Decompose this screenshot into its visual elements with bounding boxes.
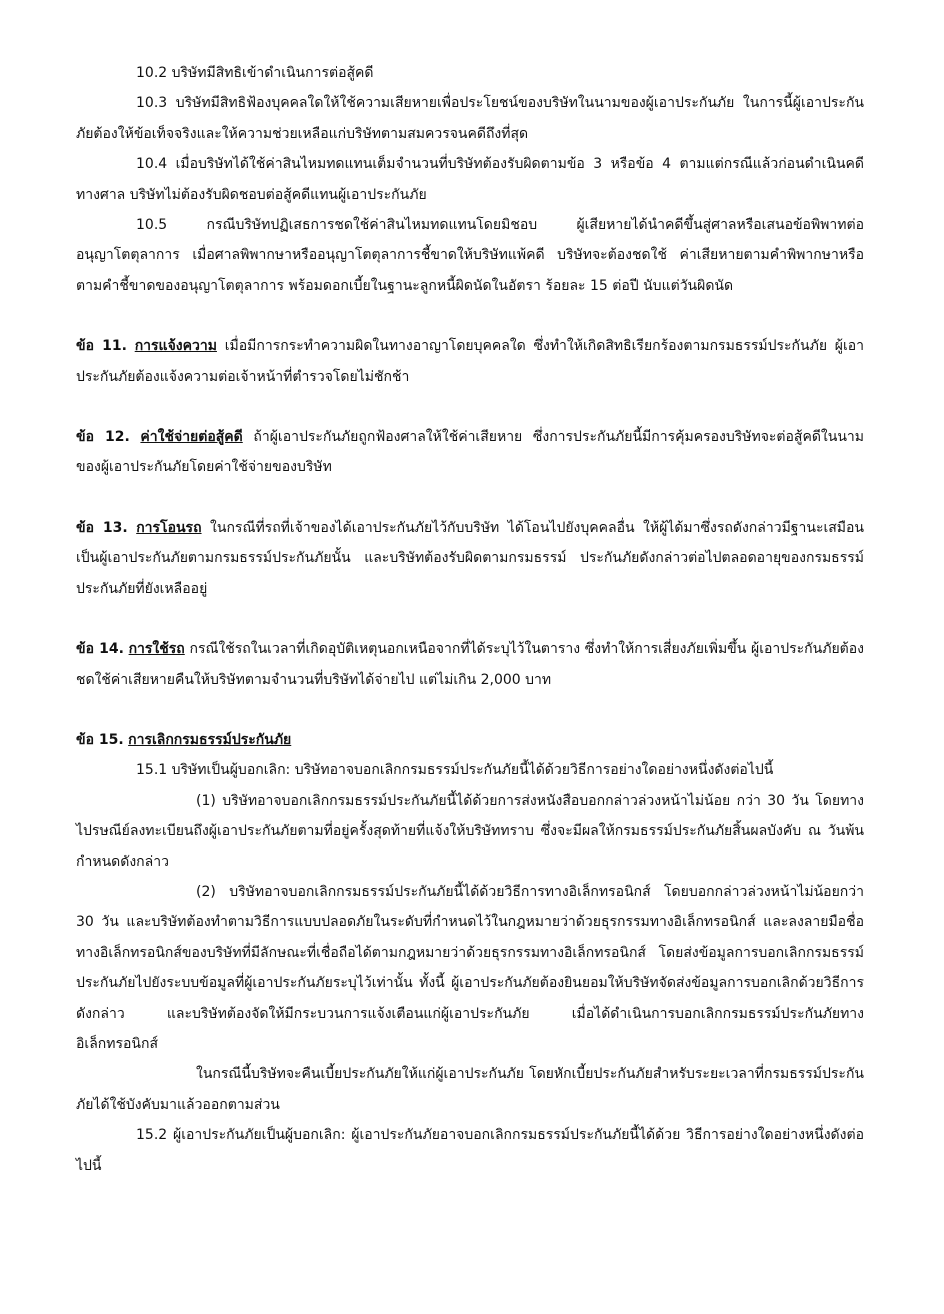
clause-14 (76, 634, 864, 695)
clause-15-number: ข้อ 15. (76, 731, 124, 748)
spacer (76, 483, 864, 513)
paragraph-15-2: 15.2 ผู้เอาประกันภัยเป็นผู้บอกเลิก: ผู้เอาประกันภัยอาจบอกเลิกกรมธรรม์ประกันภัยนี้ได้ด้วย วิธีการอย่างใดอย่างหนึ่งดังต่อไปนี้ (76, 1127, 864, 1174)
spacer (76, 392, 864, 422)
clause-11 (76, 331, 864, 392)
paragraph-15-1-refund: ในกรณีนี้บริษัทจะคืนเบี้ยประกันภัยให้แก่ผู้เอาประกันภัย โดยหักเบี้ยประกันภัยสำหรับระยะเวลาที่กรมธรรม์ประกันภัยได้ใช้บังคับมาแล้วออกตามส่วน (76, 1066, 864, 1113)
spacer (76, 695, 864, 725)
paragraph-15-1-2: (2) บริษัทอาจบอกเลิกกรมธรรม์ประกันภัยนี้ได้ด้วยวิธีการทางอิเล็กทรอนิกส์ โดยบอกกล่าวล่วงหน้าไม่น้อยกว่า 30 วัน และบริษัทต้องทำตามวิธีการแบบปลอดภัยในระดับที่กำหนดไว้ในกฎหมายว่าด้วยธุรกรรมทางอิเล็กทรอนิกส์ และลงลายมือชื่อทางอิเล็กทรอนิกส์ของบริษัทที่มีลักษณะที่เชื่อถือได้ตามกฎหมายว่าด้วยธุรกรรมทางอิเล็กทรอนิกส์ โดยส่งข้อมูลการบอกเลิกกรมธรรม์ประกันภัยไปยังระบบข้อมูลที่ผู้เอาประกันภัยระบุไว้เท่านั้น ทั้งนี้ ผู้เอาประกันภัยต้องยินยอมให้บริษัทจัดส่งข้อมูลการบอกเลิกด้วยวิธีการ ดังกล่าว และบริษัทต้องจัดให้มีกระบวนการแจ้งเตือนแก่ผู้เอาประกันภัย เมื่อได้ดำเนินการบอกเลิกกรมธรรม์ประกันภัยทางอิเล็กทรอนิกส์ (76, 883, 864, 1052)
clause-13-title: การโอนรถ (136, 519, 202, 536)
clause-12 (76, 422, 864, 483)
spacer (76, 301, 864, 331)
clause-11-title: การแจ้งความ (134, 338, 217, 355)
clause-15-heading (76, 725, 864, 755)
clause-11-text: เมื่อมีการกระทำความผิดในทางอาญาโดยบุคคลใด ซึ่งทำให้เกิดสิทธิเรียกร้องตามกรมธรรม์ประกันภัย ผู้เอาประกันภัยต้องแจ้งความต่อเจ้าหน้าที่ตำรวจโดยไม่ชักช้า (76, 338, 865, 385)
paragraph-10-2: 10.2 บริษัทมีสิทธิเข้าดำเนินการต่อสู้คดี (136, 65, 374, 81)
clause-12-text: ถ้าผู้เอาประกันภัยถูกฟ้องศาลให้ใช้ค่าเสียหาย ซึ่งการประกันภัยนี้มีการคุ้มครองบริษัทจะต่อสู้คดีในนามของผู้เอาประกันภัยโดยค่าใช้จ่ายของบริษัท (76, 429, 864, 476)
clause-13 (76, 513, 864, 604)
clause-12-title: ค่าใช้จ่ายต่อสู้คดี (140, 429, 243, 446)
paragraph-15-1: 15.1 บริษัทเป็นผู้บอกเลิก: บริษัทอาจบอกเลิกกรมธรรม์ประกันภัยนี้ได้ด้วยวิธีการอย่างใดอย่างหนึ่งดังต่อไปนี้ (136, 762, 774, 779)
paragraph-15-1-1: (1) บริษัทอาจบอกเลิกกรมธรรม์ประกันภัยนี้ได้ด้วยการส่งหนังสือบอกกล่าวล่วงหน้าไม่น้อย กว่า 30 วัน โดยทางไปรษณีย์ลงทะเบียนถึงผู้เอาประกันภัยตามที่อยู่ครั้งสุดท้ายที่แจ้งให้บริษัททราบ ซึ่งจะมีผลให้กรมธรรม์ประกันภัยสิ้นผลบังคับ ณ วันพ้นกำหนดดังกล่าว (76, 792, 864, 870)
paragraph-10-3: 10.3 บริษัทมีสิทธิฟ้องบุคคลใดให้ใช้ความเสียหายเพื่อประโยชน์ของบริษัทในนามของผู้เอาประกันภัย ในการนี้ผู้เอาประกันภัยต้องให้ข้อเท็จจริงและให้ความช่วยเหลือแก่บริษัทตามสมควรจนคดีถึงที่สุด (76, 95, 864, 142)
clause-12-number: ข้อ 12. (76, 429, 130, 446)
clause-11-number: ข้อ 11. (76, 338, 127, 355)
clause-14-title: การใช้รถ (128, 641, 185, 658)
clause-13-number: ข้อ 13. (76, 519, 128, 536)
paragraph-10-5: 10.5 กรณีบริษัทปฏิเสธการชดใช้ค่าสินไหมทดแทนโดยมิชอบ ผู้เสียหายได้นำคดีขึ้นสู่ศาลหรือเสนอข้อพิพาทต่ออนุญาโตตุลาการ เมื่อศาลพิพากษาหรืออนุญาโตตุลาการชี้ขาดให้บริษัทแพ้คดี บริษัทจะต้องชดใช้ ค่าเสียหายตามคำพิพากษาหรือตามคำชี้ขาดของอนุญาโตตุลาการ พร้อมดอกเบี้ยในฐานะลูกหนี้ผิดนัดในอัตรา ร้อยละ 15 ต่อปี นับแต่วันผิดนัด (76, 217, 864, 294)
paragraph-10-4: 10.4 เมื่อบริษัทได้ใช้ค่าสินไหมทดแทนเต็มจำนวนที่บริษัทต้องรับผิดตามข้อ 3 หรือข้อ 4 ตามแต่กรณีแล้วก่อนดำเนินคดีทางศาล บริษัทไม่ต้องรับผิดชอบต่อสู้คดีแทนผู้เอาประกันภัย (76, 156, 864, 203)
spacer (76, 604, 864, 634)
clause-14-text: กรณีใช้รถในเวลาที่เกิดอุบัติเหตุนอกเหนือจากที่ได้ระบุไว้ในตาราง ซึ่งทำให้การเสี่ยงภัยเพิ่มขึ้น ผู้เอาประกันภัยต้องชดใช้ค่าเสียหายคืนให้บริษัทตามจำนวนที่บริษัทได้จ่ายไป แต่ไม่เกิน 2,000 บาท (76, 641, 864, 688)
clause-14-number: ข้อ 14. (76, 641, 124, 658)
clause-13-text: ในกรณีที่รถที่เจ้าของได้เอาประกันภัยไว้กับบริษัท ได้โอนไปยังบุคคลอื่น ให้ผู้ได้มาซึ่งรถดังกล่าวมีฐานะเสมือนเป็นผู้เอาประกันภัยตามกรมธรรม์ประกันภัยนั้น และบริษัทต้องรับผิดตามกรมธรรม์ ประกันภัยดังกล่าวต่อไปตลอดอายุของกรมธรรม์ประกันภัยที่ยังเหลืออยู่ (76, 519, 865, 597)
clause-15-title: การเลิกกรมธรรม์ประกันภัย (128, 731, 292, 748)
